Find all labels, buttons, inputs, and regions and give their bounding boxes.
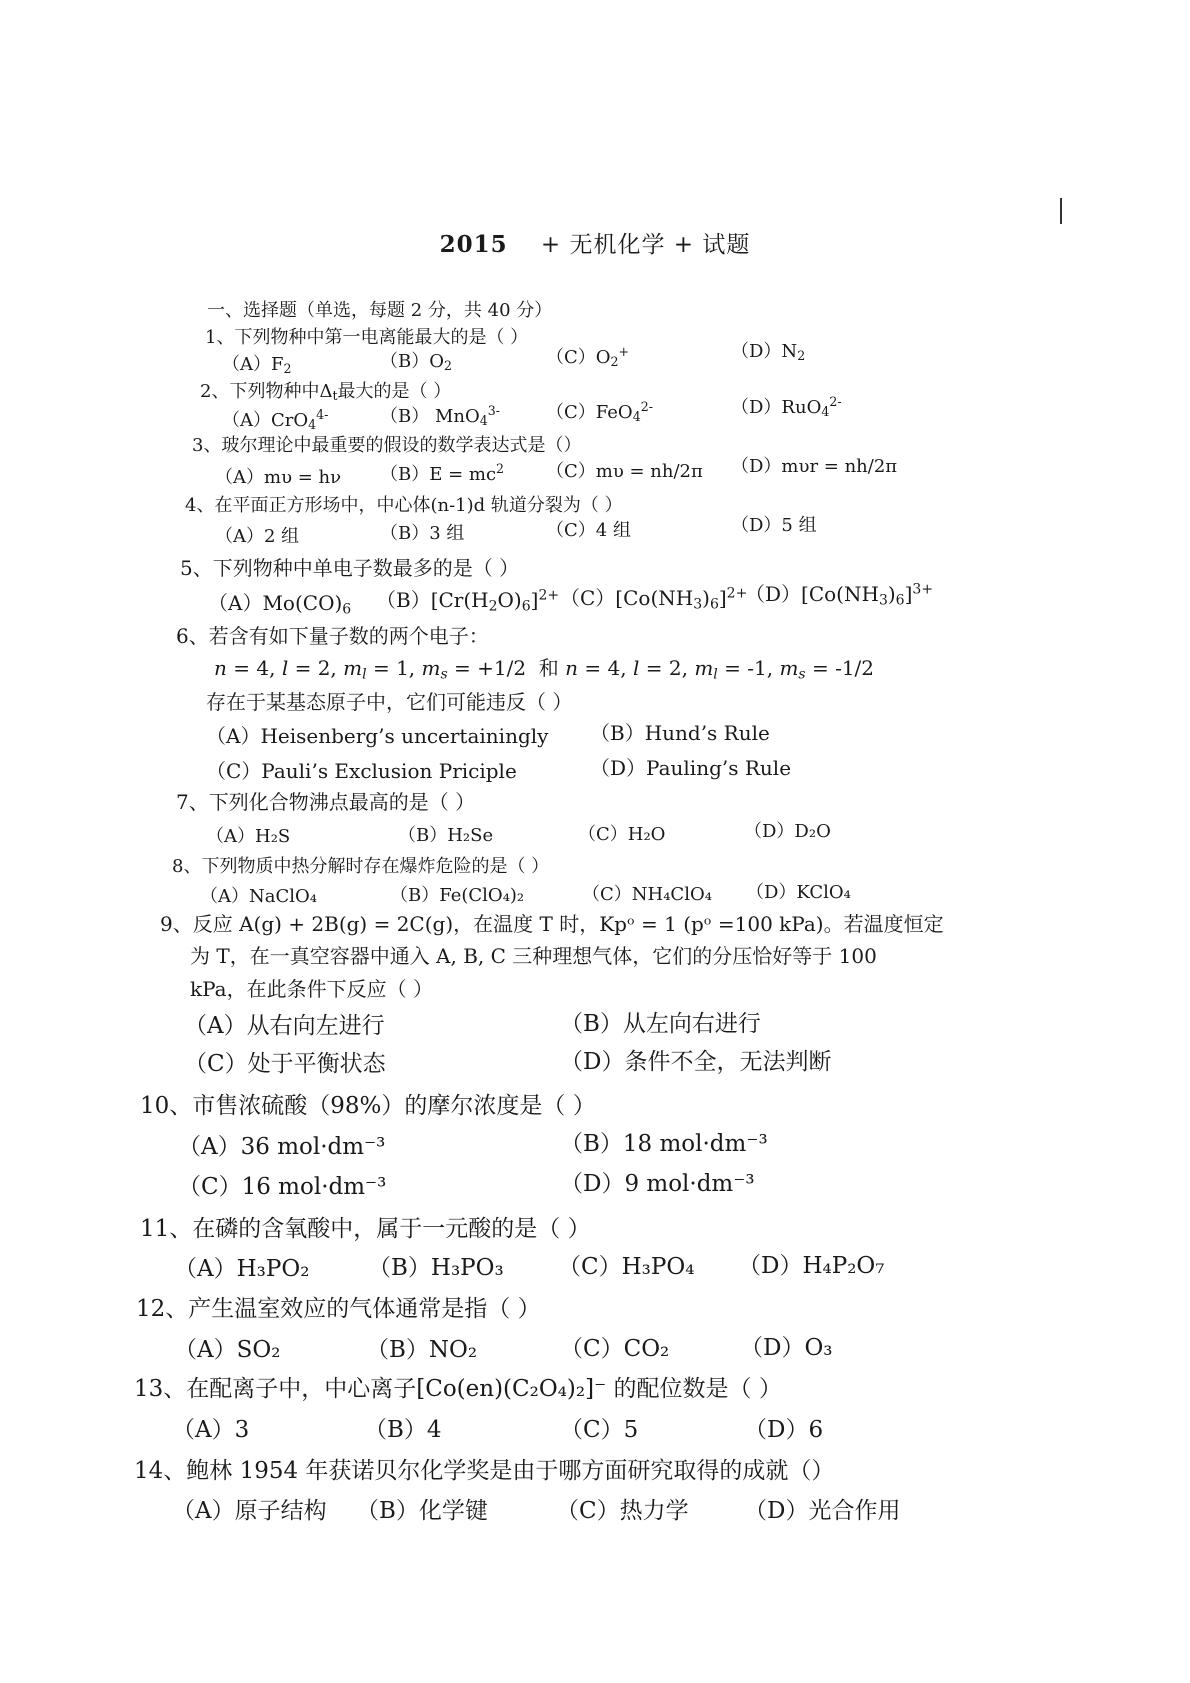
question-1-option-a[interactable]: $(A)F_2$ (222, 354, 292, 377)
question-8-option-b[interactable]: （B）Fe(ClO₄)₂ (390, 885, 525, 906)
question-2-option-c[interactable]: （C）FeO$_4^{2-}$ (546, 399, 653, 425)
question-12-option-a[interactable]: （A）SO₂ (174, 1337, 281, 1363)
section-heading: 一、选择题（单选，每题 2 分，共 40 分） (207, 300, 553, 321)
scan-edge-mark (1060, 198, 1062, 224)
question-2-option-d[interactable]: （D）RuO$_4^{2-}$ (731, 394, 842, 420)
question-5-option-a[interactable]: $(A)Mo(CO)_6$ (208, 591, 352, 618)
question-13-stem: 13、在配离子中，中心离子[Co(en)(C₂O₄)₂]⁻ 的配位数是（ ） (134, 1376, 782, 1402)
question-10-option-c[interactable]: （C）16 mol·dm⁻³ (178, 1174, 387, 1200)
question-5-option-d[interactable]: $(D)[Co(NH_3)_6]^{3+}$ (745, 581, 934, 609)
question-11-option-c[interactable]: （C）H₃PO₄ (558, 1254, 695, 1280)
question-6-stem: 6、若含有如下量子数的两个电子： (176, 624, 489, 648)
question-13-option-b[interactable]: （B）4 (364, 1417, 442, 1443)
question-1-option-c[interactable]: $(C)O_2^+$ (546, 344, 630, 370)
question-14-option-a[interactable]: （A）原子结构 (172, 1498, 327, 1524)
question-14-option-d[interactable]: （D）光合作用 (744, 1498, 901, 1524)
question-9-stem-2: 为 T，在一真空容器中通入 A, B, C 三种理想气体，它们的分压恰好等于 100 (190, 944, 877, 968)
question-11-option-b[interactable]: （B）H₃PO₃ (368, 1255, 504, 1281)
question-4-stem: 4、在平面正方形场中，中心体(n-1)d 轨道分裂为（ ） (185, 495, 623, 516)
question-7-option-c[interactable]: （C）H₂O (578, 824, 666, 845)
question-14-option-b[interactable]: （B）化学键 (356, 1498, 488, 1524)
question-9-option-b[interactable]: （B）从左向右进行 (560, 1011, 761, 1037)
question-7-option-a[interactable]: （A）H₂S (206, 826, 291, 847)
question-1-option-d[interactable]: $(D)N_2$ (731, 341, 806, 364)
question-3-option-c[interactable]: （C）mυ = nh/2π (546, 461, 703, 482)
question-1-option-b[interactable]: $(B)O_2$ (380, 351, 452, 374)
title-subject: 无机化学 (569, 232, 666, 258)
question-9-stem: 9、反应 A(g) + 2B(g) = 2C(g)，在温度 T 时，Kpᵒ = 1 (pᵒ =100 kPa)。若温度恒定 (160, 912, 944, 936)
question-6-option-c[interactable]: （C）Pauli’s Exclusion Priciple (206, 759, 517, 783)
question-11-option-a[interactable]: （A）H₃PO₂ (174, 1256, 310, 1282)
question-14-option-c[interactable]: （C）热力学 (556, 1498, 689, 1524)
question-6-option-d[interactable]: （D）Pauling’s Rule (590, 756, 792, 780)
question-13-option-d[interactable]: （D）6 (744, 1417, 824, 1443)
question-3-stem: 3、玻尔理论中最重要的假设的数学表达式是（） (192, 435, 582, 456)
question-3-option-b[interactable]: $(B)E = mc^2$ (380, 461, 505, 485)
page-title (0, 226, 1190, 259)
question-7-option-d[interactable]: （D）D₂O (744, 821, 831, 842)
question-11-option-d[interactable]: （D）H₄P₂O₇ (738, 1253, 885, 1279)
question-10-option-d[interactable]: （D）9 mol·dm⁻³ (560, 1171, 755, 1197)
question-4-option-a[interactable]: （A）2 组 (215, 526, 300, 547)
question-8-stem: 8、下列物质中热分解时存在爆炸危险的是（ ） (172, 856, 550, 877)
title-sep-1: + (540, 232, 562, 258)
question-13-option-a[interactable]: （A）3 (172, 1417, 250, 1443)
question-12-option-b[interactable]: （B）NO₂ (366, 1337, 478, 1363)
question-6-stem-2: 存在于某基态原子中，它们可能违反（ ） (206, 690, 573, 714)
question-7-option-b[interactable]: （B）H₂Se (398, 825, 494, 846)
question-5-option-c[interactable]: $(C)[Co(NH_3)_6]^{2+}$ (560, 585, 748, 613)
question-3-option-a[interactable]: （A）mυ = hν (215, 467, 342, 488)
question-5-option-b[interactable]: $(B)[Cr(H_2O)_6]^{2+}$ (376, 587, 560, 615)
question-8-option-d[interactable]: （D）KClO₄ (746, 882, 851, 903)
title-sep-2: + (673, 232, 695, 258)
question-9-option-c[interactable]: （C）处于平衡状态 (184, 1051, 386, 1077)
question-6-option-a[interactable]: （A）Heisenberg’s uncertainingly (206, 724, 549, 748)
question-6-quantum-numbers: n = 4, l = 2, $m_l = 1$, $m_s = +1/2$ 和 n = 4, l = 2, $m_l = -1$, $m_s = -1/2$ (214, 656, 875, 683)
title-year: 2015 (439, 231, 508, 258)
question-11-stem: 11、在磷的含氧酸中，属于一元酸的是（ ） (140, 1216, 591, 1242)
question-2-stem: 2、下列物种中$\Delta_t$最大的是（ ） (200, 381, 452, 404)
question-9-stem-3: kPa，在此条件下反应（ ） (190, 977, 433, 1001)
question-8-option-c[interactable]: （C）NH₄ClO₄ (582, 884, 712, 905)
question-1-stem: 1、下列物种中第一电离能最大的是（ ） (205, 327, 529, 348)
question-9-option-d[interactable]: （D）条件不全，无法判断 (560, 1049, 832, 1075)
question-4-option-d[interactable]: （D）5 组 (731, 515, 817, 536)
question-6-option-b[interactable]: （B）Hund’s Rule (590, 721, 770, 745)
question-5-stem: 5、下列物种中单电子数最多的是（ ） (180, 556, 520, 580)
title-kind: 试题 (702, 232, 751, 258)
question-8-option-a[interactable]: （A）NaClO₄ (200, 886, 317, 907)
question-14-stem: 14、鲍林 1954 年获诺贝尔化学奖是由于哪方面研究取得的成就（） (134, 1458, 835, 1484)
question-2-option-a[interactable]: （A）CrO$_4^{4-}$ (222, 407, 329, 433)
question-12-option-c[interactable]: （C）CO₂ (560, 1336, 670, 1362)
question-7-stem: 7、下列化合物沸点最高的是（ ） (176, 790, 476, 814)
question-3-option-d[interactable]: （D）mυr = nh/2π (731, 456, 898, 477)
question-10-option-a[interactable]: （A）36 mol·dm⁻³ (178, 1134, 386, 1160)
question-4-option-b[interactable]: （B）3 组 (380, 523, 465, 544)
question-13-option-c[interactable]: （C）5 (560, 1417, 639, 1443)
question-4-option-c[interactable]: （C）4 组 (546, 520, 631, 541)
question-12-option-d[interactable]: （D）O₃ (740, 1335, 833, 1361)
question-9-option-a[interactable]: （A）从右向左进行 (184, 1013, 385, 1039)
question-10-stem: 10、市售浓硫酸（98%）的摩尔浓度是（ ） (140, 1093, 596, 1119)
question-10-option-b[interactable]: （B）18 mol·dm⁻³ (560, 1131, 768, 1157)
question-12-stem: 12、产生温室效应的气体通常是指（ ） (136, 1296, 541, 1322)
question-2-option-b[interactable]: （B） MnO$_4^{3-}$ (380, 403, 501, 429)
